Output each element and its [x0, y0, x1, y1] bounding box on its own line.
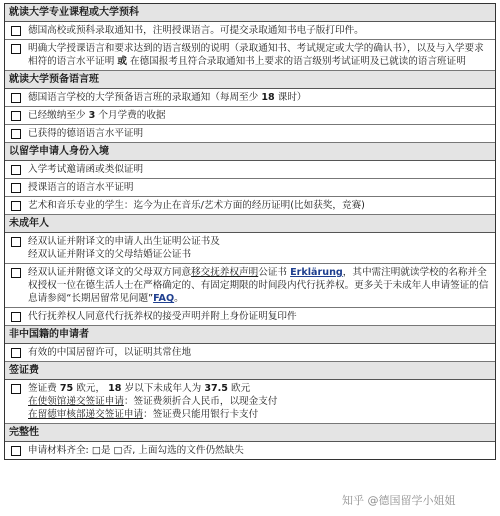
checkbox[interactable]: [11, 201, 21, 211]
watermark: 知乎 @德国留学小姐姐: [342, 494, 456, 507]
row-text: 申请材料齐全: □是 □否, 上面勾选的文件仍然缺失: [28, 445, 244, 456]
row-text: 艺术和音乐专业的学生：迄今为止在音乐/艺术方面的经历证明(比如获奖，竞赛): [28, 200, 365, 211]
row-text: 签证费 75 欧元， 18 岁以下未成年人为 37.5 欧元 在使领馆递交签证申请：签证费须折合人民币，以现金支付 在留德审核部递交签证申请：签证费只能用银行卡支付: [28, 383, 278, 420]
section-title-non-chinese: 非中国籍的申请者: [5, 326, 495, 344]
checklist-row: [5, 197, 495, 215]
erklarung-link[interactable]: Erklärung: [290, 267, 343, 278]
row-text: 经双认证并附译文的申请人出生证明公证书及 经双认证并附译文的父母结婚证公证书: [28, 236, 220, 260]
checkbox[interactable]: [11, 129, 21, 139]
checkbox[interactable]: [11, 165, 21, 175]
checkbox[interactable]: [11, 26, 21, 36]
row-text: 经双认证并附德文译文的父母双方同意移交抚养权声明公证书 Erklärung，其中需注明就读学校的名称并全权授权一位在德生活人士在严格确定的、有固定期限的时间段内代行抚养权。更多关于未成年人申请签证的信息请参阅“长期居留常见问题”FAQ。: [28, 267, 489, 304]
checkbox[interactable]: [11, 111, 21, 121]
document-checklist: [4, 3, 496, 460]
checkbox[interactable]: [11, 312, 21, 322]
section-title-completeness: 完整性: [5, 424, 495, 442]
checklist-row: [5, 233, 495, 264]
row-text: 有效的中国居留许可，以证明其常住地: [28, 347, 192, 358]
checkbox[interactable]: [11, 44, 21, 54]
section-title-visa-fee: 签证费: [5, 362, 495, 380]
checklist-row: [5, 161, 495, 179]
checkbox[interactable]: [11, 384, 21, 394]
section-title-applicant-entry: 以留学申请人身份入境: [5, 143, 495, 161]
row-text: 已获得的德语语言水平证明: [28, 128, 144, 139]
checkbox[interactable]: [11, 268, 21, 278]
checklist-row: [5, 380, 495, 424]
checklist-row: [5, 22, 495, 40]
checklist-row: [5, 442, 495, 459]
checkbox[interactable]: [11, 93, 21, 103]
row-text: 德国语言学校的大学预备语言班的录取通知（每周至少 18 课时）: [28, 92, 307, 103]
checklist-row: [5, 308, 495, 326]
checkbox[interactable]: [11, 446, 21, 456]
row-text: 明确大学授课语言和要求达到的语言级别的说明（录取通知书、考试规定或大学的确认书），以及与入学要求相符的语言水平证明 或 在德国报考且符合录取通知书上要求的语言级别考试证明及已就读的语言班证明: [28, 43, 484, 67]
faq-link[interactable]: FAQ: [153, 293, 175, 304]
row-text: 代行抚养权人同意代行抚养权的接受声明并附上身份证明复印件: [28, 311, 297, 322]
checkbox[interactable]: [11, 348, 21, 358]
section-title-minors: 未成年人: [5, 215, 495, 233]
checklist-row: [5, 264, 495, 308]
section-title-university: 就读大学专业课程或大学预科: [5, 4, 495, 22]
checkbox[interactable]: [11, 183, 21, 193]
checklist-row: [5, 125, 495, 143]
checklist-row: [5, 89, 495, 107]
checkbox[interactable]: [11, 237, 21, 247]
row-text: 授课语言的语言水平证明: [28, 182, 134, 193]
custody-declaration-link[interactable]: 移交抚养权声明: [191, 267, 259, 278]
section-title-language-course: 就读大学预备语言班: [5, 71, 495, 89]
row-text: 入学考试邀请函或类似证明: [28, 164, 144, 175]
row-text: 德国高校或预科录取通知书，注明授课语言。可提交录取通知书电子版打印件。: [28, 25, 364, 36]
checklist-row: [5, 40, 495, 71]
row-text: 已经缴纳至少 3 个月学费的收据: [28, 110, 166, 121]
checklist-row: [5, 344, 495, 362]
checklist-row: [5, 107, 495, 125]
checklist-row: [5, 179, 495, 197]
